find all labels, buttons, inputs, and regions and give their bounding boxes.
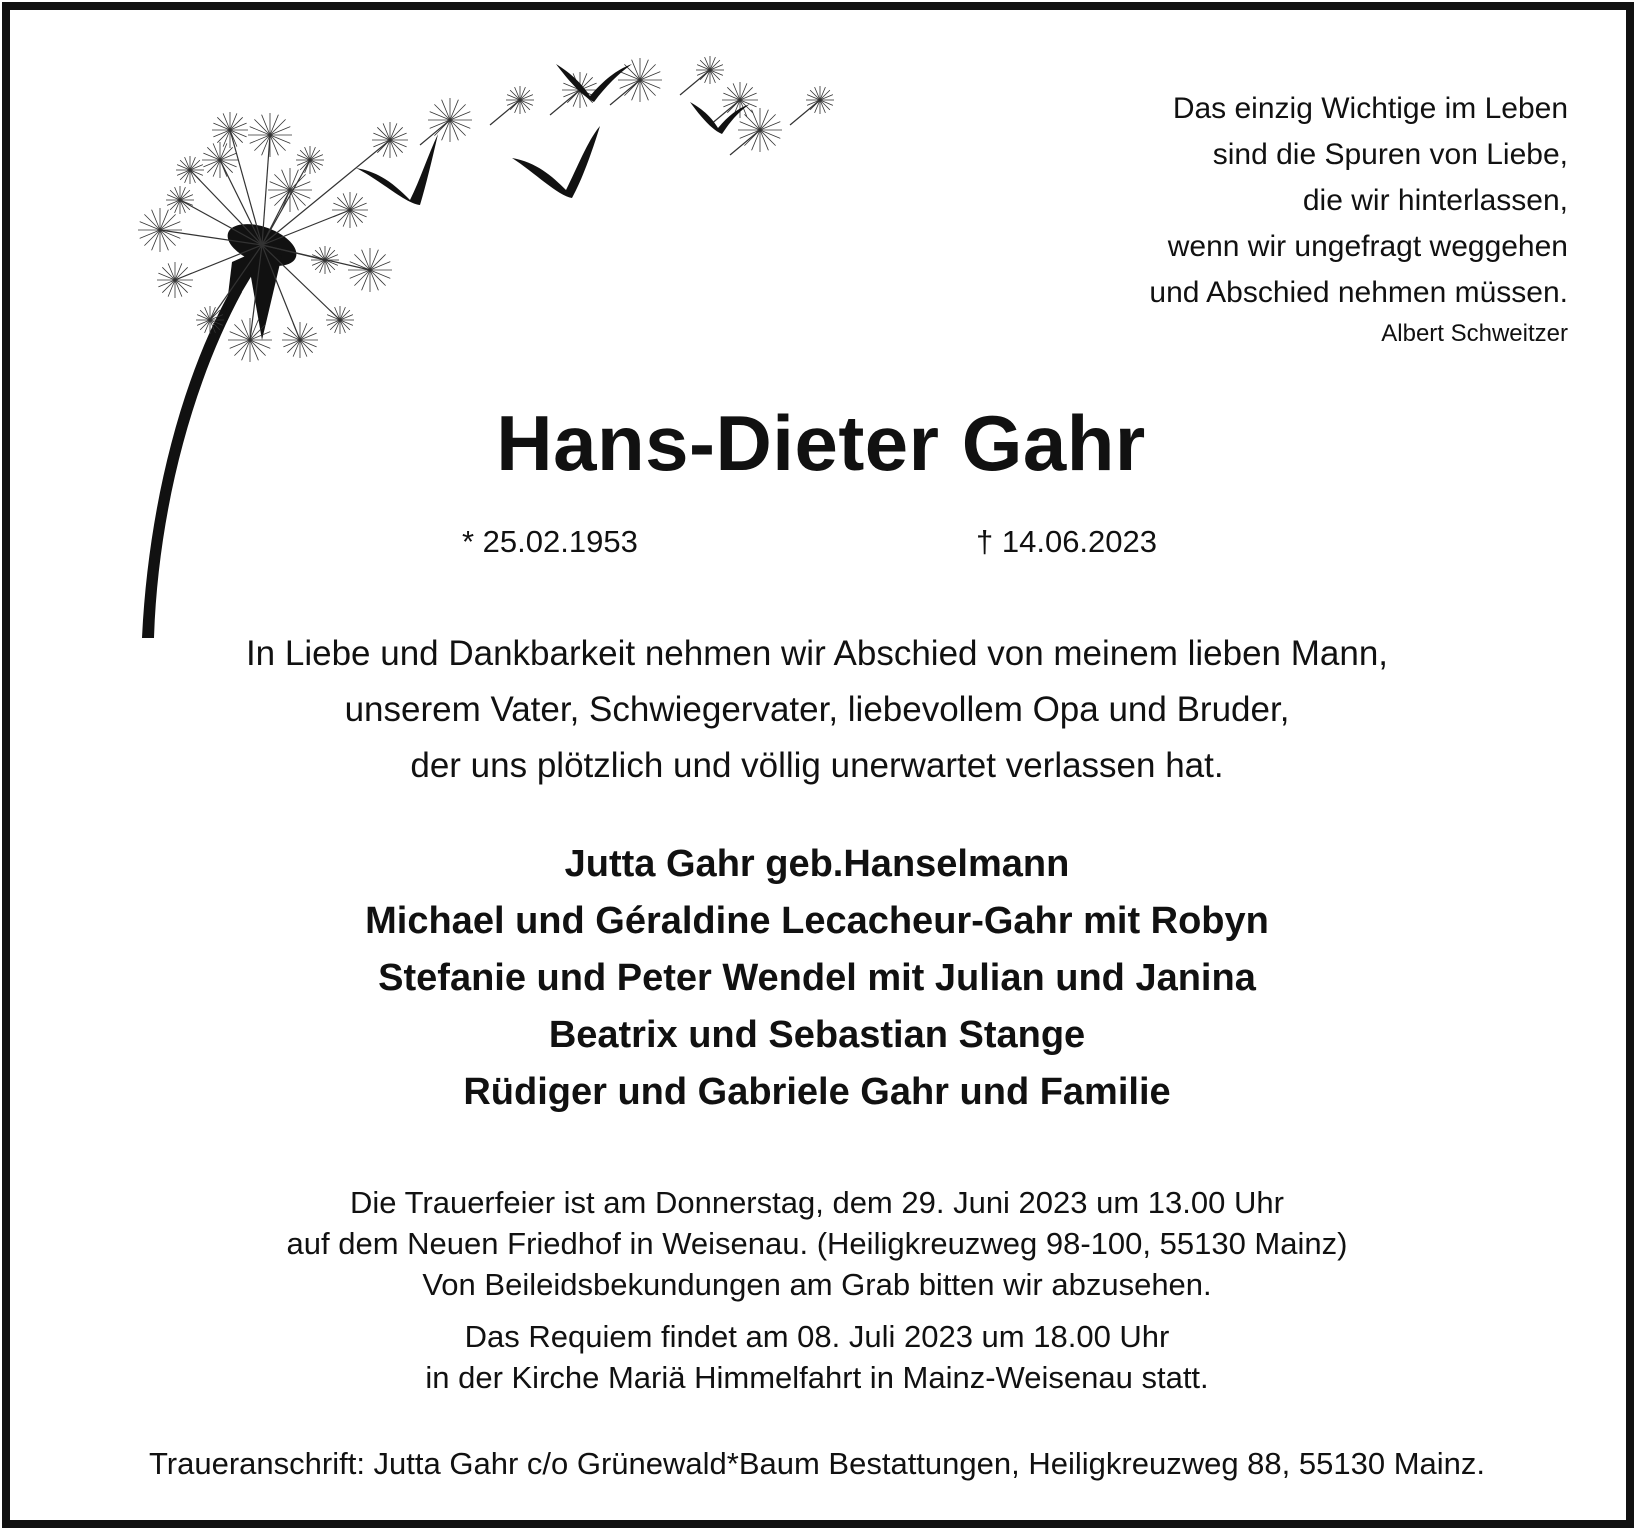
deceased-name-block [0, 398, 1634, 489]
intro-line: In Liebe und Dankbarkeit nehmen wir Abschied von meinem lieben Mann, [245, 634, 1389, 673]
mourning-address: Traueranschrift: Jutta Gahr c/o Grünewald*Baum Bestattungen, Heiligkreuzweg 88, 55130 Mainz. [149, 1446, 1485, 1481]
quote-line: sind die Spuren von Liebe, [1212, 138, 1568, 171]
quote-author: Albert Schweitzer [1381, 320, 1568, 347]
quote-line: die wir hinterlassen, [1302, 184, 1568, 217]
requiem-line: Das Requiem findet am 08. Juli 2023 um 18.00 Uhr [464, 1319, 1170, 1354]
deceased-name: Hans-Dieter Gahr [496, 399, 1146, 487]
quote-line: und Abschied nehmen müssen. [1149, 276, 1568, 309]
requiem-info [0, 1316, 1634, 1398]
quote-line: wenn wir ungefragt weggehen [1167, 230, 1568, 263]
mourners-list [0, 836, 1634, 1121]
service-line: auf dem Neuen Friedhof in Weisenau. (Heiligkreuzweg 98-100, 55130 Mainz) [286, 1226, 1348, 1261]
service-line: Die Trauerfeier ist am Donnerstag, dem 29. Juni 2023 um 13.00 Uhr [350, 1185, 1284, 1220]
mourner-entry: Jutta Gahr geb.Hanselmann [564, 843, 1070, 885]
intro-line: der uns plötzlich und völlig unerwartet verlassen hat. [410, 746, 1224, 785]
mourner-entry: Michael und Géraldine Lecacheur-Gahr mit Robyn [365, 900, 1269, 942]
mourner-entry: Stefanie und Peter Wendel mit Julian und Janina [378, 957, 1256, 999]
intro-text [0, 626, 1634, 794]
dandelion-with-birds-icon [120, 40, 880, 680]
mourner-entry: Rüdiger und Gabriele Gahr und Familie [463, 1071, 1171, 1113]
quote-line: Das einzig Wichtige im Leben [1172, 92, 1568, 125]
service-line: Von Beileidsbekundungen am Grab bitten wir abzusehen. [422, 1267, 1212, 1302]
death-date: † 14.06.2023 [976, 524, 1158, 559]
funeral-service-info [0, 1182, 1634, 1305]
birth-date: * 25.02.1953 [462, 524, 638, 559]
mourner-entry: Beatrix und Sebastian Stange [548, 1014, 1086, 1056]
intro-line: unserem Vater, Schwiegervater, liebevollem Opa und Bruder, [344, 690, 1290, 729]
requiem-line: in der Kirche Mariä Himmelfahrt in Mainz-Weisenau statt. [425, 1360, 1209, 1395]
quote-block [968, 86, 1568, 352]
